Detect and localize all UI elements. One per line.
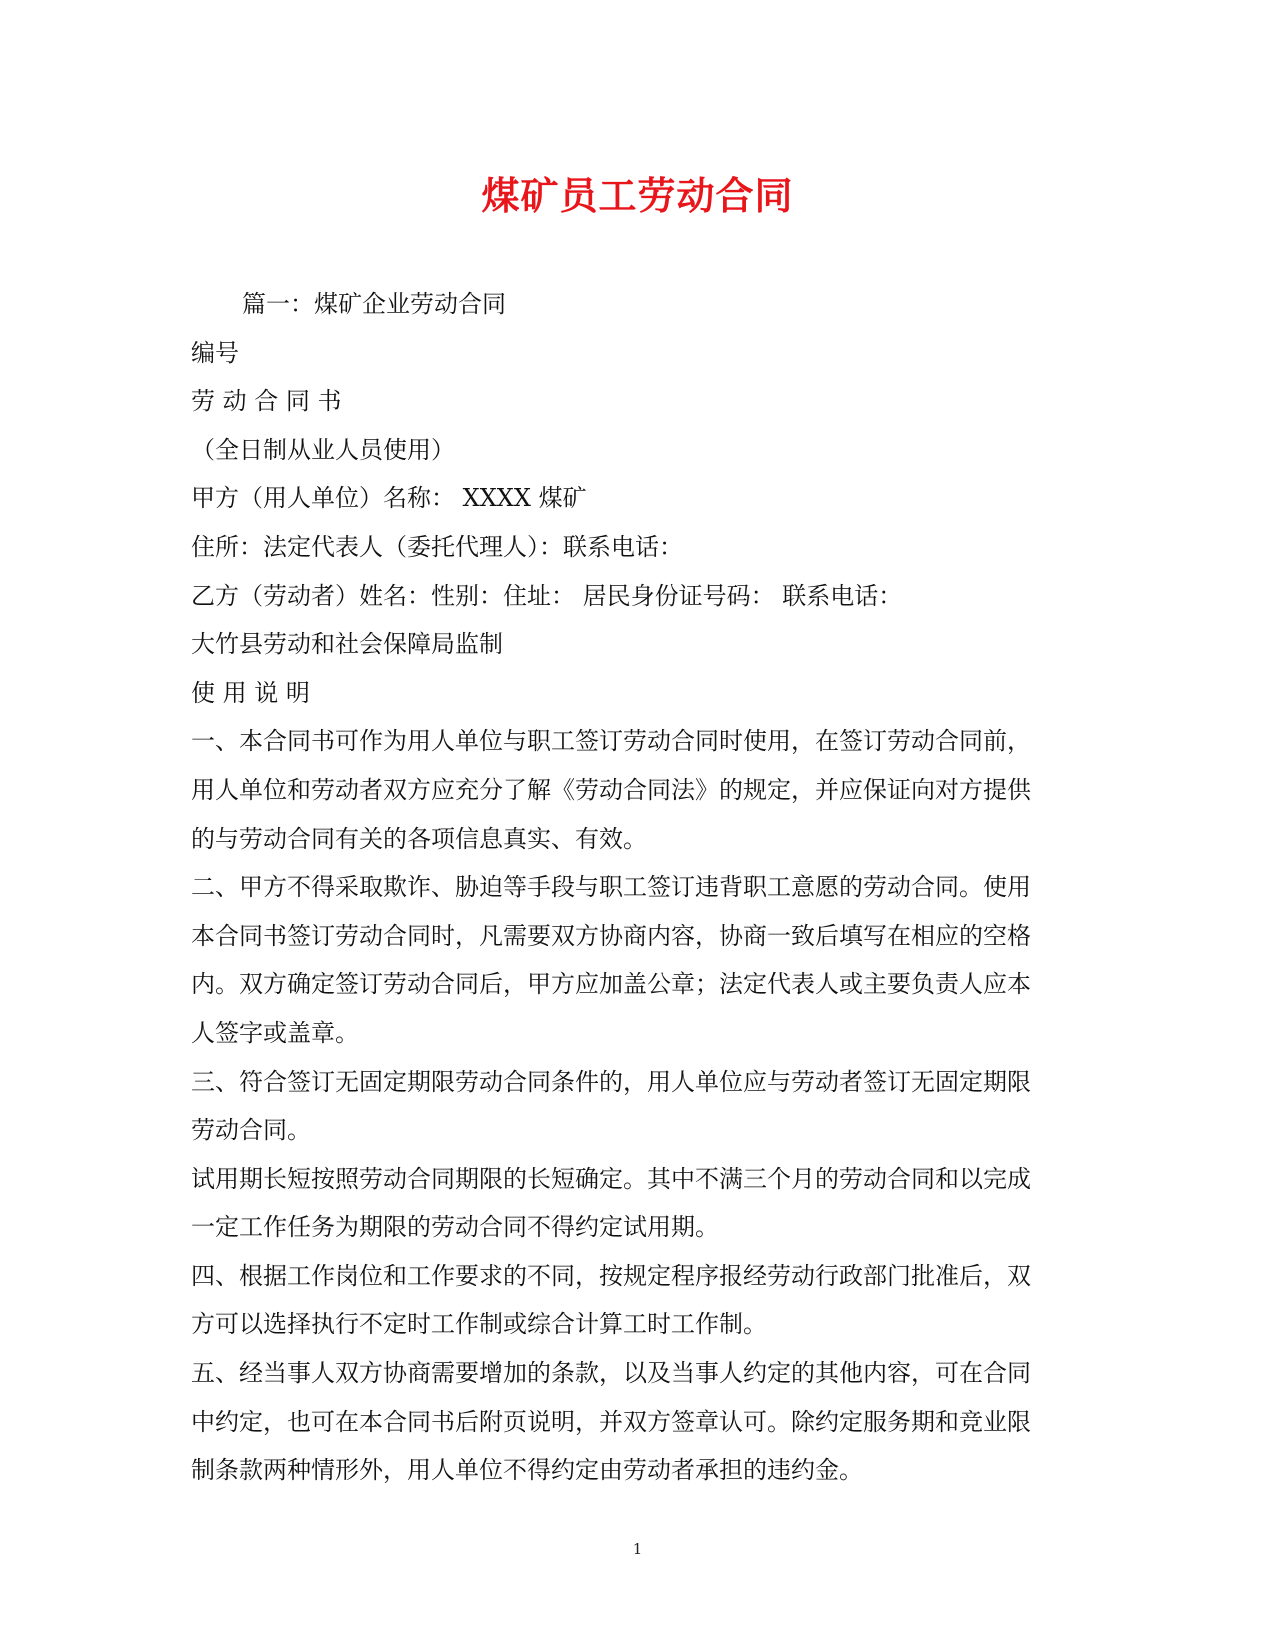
paragraph-line: 制条款两种情形外，用人单位不得约定由劳动者承担的违约金。 [191, 1456, 863, 1485]
paragraph-line: 方可以选择执行不定时工作制或综合计算工时工作制。 [191, 1310, 767, 1339]
paragraph-line: 本合同书签订劳动合同时，凡需要双方协商内容，协商一致后填写在相应的空格 [191, 921, 1031, 950]
paragraph-line: 一定工作任务为期限的劳动合同不得约定试用期。 [191, 1213, 719, 1242]
paragraph-line: 二、甲方不得采取欺诈、胁迫等手段与职工签订违背职工意愿的劳动合同。使用 [191, 873, 1031, 902]
paragraph-line: 内。双方确定签订劳动合同后，甲方应加盖公章；法定代表人或主要负责人应本 [191, 970, 1031, 999]
paragraph-line: 人签字或盖章。 [191, 1018, 359, 1047]
paragraph-line: 四、根据工作岗位和工作要求的不同，按规定程序报经劳动行政部门批准后，双 [191, 1261, 1031, 1290]
paragraph-line: 中约定，也可在本合同书后附页说明，并双方签章认可。除约定服务期和竞业限 [191, 1407, 1031, 1436]
paragraph-line: 一、本合同书可作为用人单位与职工签订劳动合同时使用，在签订劳动合同前， [191, 727, 1031, 756]
paragraph-line: 三、符合签订无固定期限劳动合同条件的，用人单位应与劳动者签订无固定期限 [191, 1067, 1031, 1096]
paragraph-line: 五、经当事人双方协商需要增加的条款，以及当事人约定的其他内容，可在合同 [191, 1359, 1031, 1388]
paragraph-line: 试用期长短按照劳动合同期限的长短确定。其中不满三个月的劳动合同和以完成 [191, 1164, 1031, 1193]
party-a-name: 甲方（用人单位）名称： XXXX 煤矿 [191, 484, 587, 513]
paragraph-line: 劳动合同。 [191, 1116, 311, 1145]
contract-book-title: 劳 动 合 同 书 [191, 387, 342, 416]
page-number: 1 [632, 1540, 643, 1558]
paragraph-line: 用人单位和劳动者双方应充分了解《劳动合同法》的规定，并应保证向对方提供 [191, 775, 1031, 804]
contract-number-label: 编号 [191, 338, 239, 367]
document-title: 煤矿员工劳动合同 [481, 173, 794, 218]
usage-instructions-heading: 使 用 说 明 [191, 678, 310, 707]
supervisor-authority: 大竹县劳动和社会保障局监制 [191, 630, 503, 659]
paragraph-line: 的与劳动合同有关的各项信息真实、有效。 [191, 824, 647, 853]
document-body [191, 280, 1071, 1495]
section-heading: 篇一：煤矿企业劳动合同 [242, 290, 506, 318]
usage-scope-note: （全日制从业人员使用） [191, 435, 455, 464]
party-a-address: 住所：法定代表人（委托代理人）：联系电话： [191, 532, 683, 561]
party-b-info: 乙方（劳动者）姓名：性别：住址： 居民身份证号码： 联系电话： [191, 581, 903, 610]
